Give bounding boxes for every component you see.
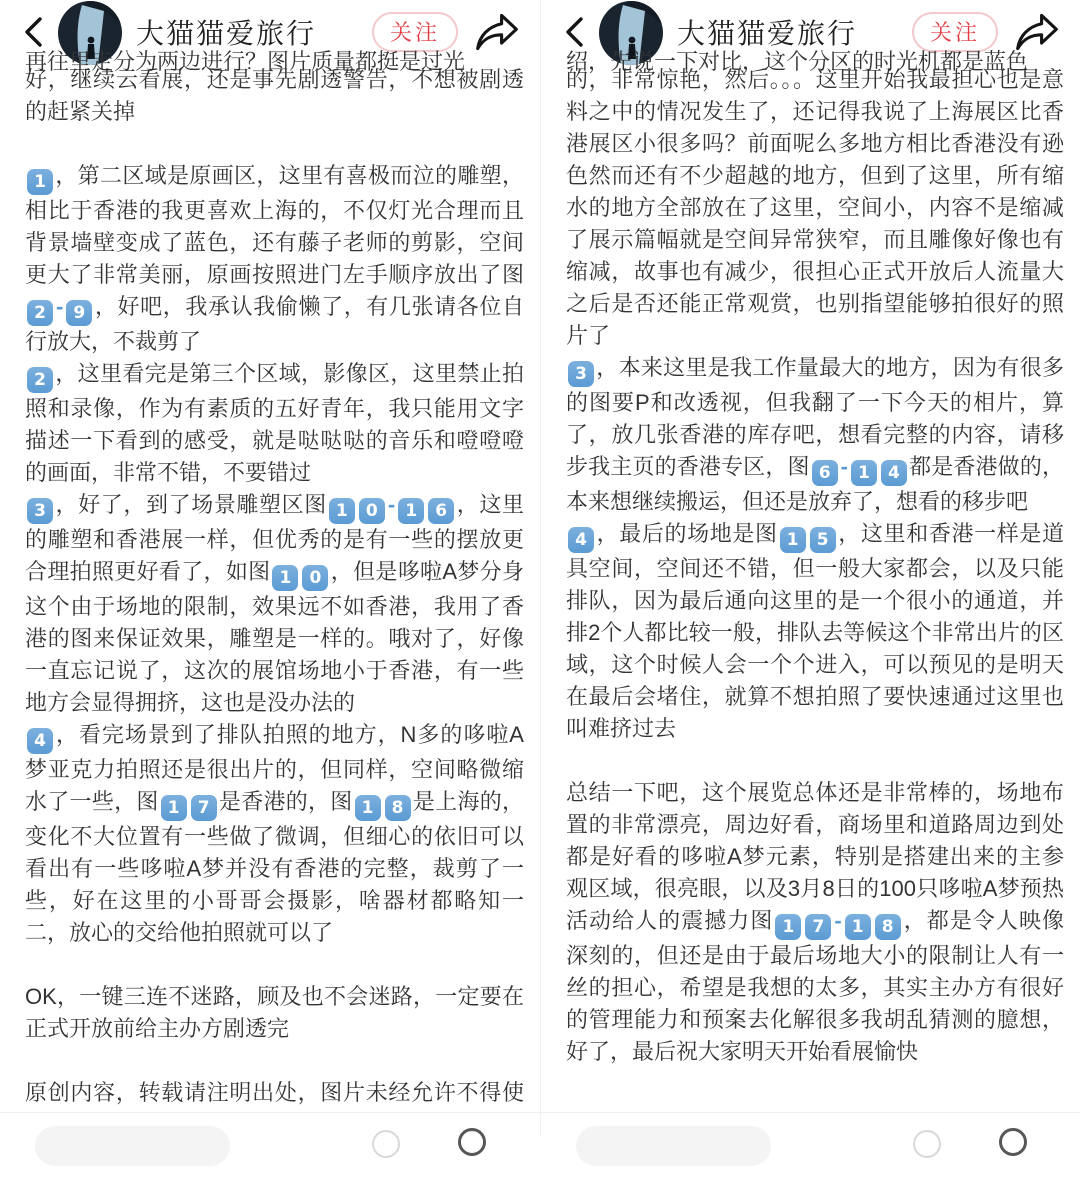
username[interactable]: 大猫猫爱旅行	[677, 18, 858, 49]
post-panel-right	[540, 0, 1080, 1136]
figure-number-badge: 9	[66, 300, 92, 326]
paragraph	[25, 64, 524, 128]
figure-number-badge: 7	[805, 914, 831, 940]
text-run: 是上海的，变化不大位置有一些做了微调，但细心的依旧可以看出有一些哆啦A梦并没有香港的完整，裁剪了一些，好在这里的小哥哥会摄影，啥器材都略知一二，放心的交给他拍照就可以了	[25, 789, 524, 945]
comment-input[interactable]	[576, 1126, 771, 1166]
text-run: 原创内容，转载请注明出处，图片未经允许不得使	[25, 1080, 524, 1105]
figure-number-badge: 2	[27, 300, 53, 326]
figure-number-badge: 6	[428, 498, 454, 524]
post-panel-left	[0, 0, 540, 1136]
figure-number-badge: 1	[775, 914, 801, 940]
at-mention-icon[interactable]	[372, 1130, 400, 1158]
follow-button[interactable]: 关注	[912, 12, 998, 52]
figure-number-badge: 4	[568, 527, 594, 553]
text-run: 好，继续云看展，还是事先剧透警告，不想被剧透的赶紧关掉	[25, 67, 524, 124]
clipped-text: 再往里走分为两边进行？图片质量都挺是过光	[25, 49, 466, 74]
share-button[interactable]	[471, 9, 523, 55]
text-run: OK，一键三连不迷路，顾及也不会迷路，一定要在正式开放前给主办方剧透完	[25, 984, 524, 1041]
text-run: ，本来这里是我工作量最大的地方，因为有很多的图要P和改透视，但我翻了一下今天的相片，算了，放几张香港的库存吧，想看完整的内容，请移步我主页的香港专区，图	[566, 355, 1064, 479]
post-body	[541, 49, 1080, 1108]
at-mention-icon[interactable]	[913, 1130, 941, 1158]
text-run: ，好了，到了场景雕塑区图	[55, 492, 327, 517]
comment-input[interactable]	[35, 1126, 230, 1166]
share-arrow-icon	[474, 11, 520, 53]
badge-range-dash: -	[834, 908, 842, 933]
paragraph	[25, 489, 524, 719]
figure-number-badge: 0	[302, 565, 328, 591]
figure-number-badge: 8	[875, 914, 901, 940]
figure-number-badge: 1	[398, 498, 424, 524]
badge-range-dash: -	[387, 492, 396, 517]
text-run: ，看完场景到了排队拍照的地方，N多的哆啦A梦亚克力拍照还是很出片的，但同样，空间略微缩水了一些，图	[25, 722, 524, 814]
paragraph	[566, 777, 1064, 1068]
text-run: ，最后的场地是图	[596, 521, 778, 546]
figure-number-badge: 1	[329, 498, 355, 524]
text-run: ，但是哆啦A梦分身这个由于场地的限制，效果远不如香港，我用了香港的图来保证效果，雕塑是一样的。哦对了，好像一直忘记说了，这次的展馆场地小于香港，有一些地方会显得拥挤，这也是没办法的	[25, 559, 524, 715]
text-run: ，这里和香港一样是道具空间，空间还不错，但一般大家都会，以及只能排队，因为最后通向这里的是一个很小的通道，并排2个人都比较一般，排队去等候这个非常出片的区域，这个时候人会一个个进入，可以预见的是明天在最后会堵住，就算不想拍照了要快速通过这里也叫难挤过去	[566, 521, 1064, 741]
paragraph	[566, 518, 1064, 745]
clipped-previous-line	[566, 46, 1064, 74]
emoji-icon[interactable]	[999, 1128, 1027, 1156]
figure-number-badge: 1	[845, 914, 871, 940]
text-run: 的，非常惊艳，然后。。。这里开始我最担心也是意料之中的情况发生了，还记得我说了上海展区比香港展区小很多吗？前面呢么多地方相比香港没有逊色然而还有不少超越的地方，但到了这里，所有缩水的地方全部放在了这里，空间小，内容不是缩减了展示篇幅就是空间异常狭窄，而且雕像好像也有缩减，故事也有减少，很担心正式开放后人流量大之后是否还能正常观赏，也别指望能够拍很好的照片了	[566, 67, 1064, 348]
text-run: 是香港的，图	[218, 789, 353, 814]
figure-number-badge: 2	[27, 367, 53, 393]
badge-range-dash: -	[56, 294, 64, 319]
figure-number-badge: 8	[385, 795, 411, 821]
figure-number-badge: 6	[812, 460, 838, 486]
paragraph	[25, 358, 524, 489]
figure-number-badge: 1	[851, 460, 877, 486]
comment-bar	[0, 1112, 540, 1136]
text-run: ，第二区域是原画区，这里有喜极而泣的雕塑，相比于香港的我更喜欢上海的，不仅灯光合理而且背景墙壁变成了蓝色，还有藤子老师的剪影，空间更大了非常美丽，原画按照进门左手顺序放出了图	[25, 163, 524, 287]
text-run: 总结一下吧，这个展览总体还是非常棒的，场地布置的非常漂亮，周边好看，商场里和道路周边到处都是好看的哆啦A梦元素，特别是搭建出来的主参观区域，很亮眼，以及3月8日的100只哆啦A梦预热活动给人的震撼力图	[566, 780, 1064, 933]
figure-number-badge: 3	[27, 498, 53, 524]
badge-range-dash: -	[840, 454, 848, 479]
paragraph	[25, 160, 524, 358]
text-run: ，这里看完是第三个区域，影像区，这里禁止拍照和录像，作为有素质的五好青年，我只能用文字描述一下看到的感受，就是哒哒哒的音乐和噔噔噔的画面，非常不错，不要错过	[25, 361, 524, 485]
chevron-left-icon	[560, 14, 590, 50]
figure-number-badge: 4	[881, 460, 907, 486]
text-run: 都是香港做的，本来想继续搬运，但还是放弃了，想看的移步吧	[566, 454, 1064, 514]
paragraph	[566, 64, 1064, 352]
post-paragraphs	[25, 64, 524, 1141]
figure-number-badge: 7	[191, 795, 217, 821]
text-run: ，都是令人映像深刻的，但还是由于最后场地大小的限制让人有一丝的担心，希望是我想的太多，其实主办方有很好的管理能力和预案去化解很多我胡乱猜测的臆想，好了，最后祝大家明天开始看展愉快	[566, 908, 1064, 1064]
figure-number-badge: 1	[161, 795, 187, 821]
text-run: ，好吧，我承认我偷懒了，有几张请各位自行放大，不裁剪了	[25, 294, 524, 354]
paragraph	[566, 352, 1064, 518]
paragraph	[25, 719, 524, 949]
clipped-text: 绍，先说一下对比，这个分区的时光机都是蓝色	[566, 49, 1029, 74]
figure-number-badge: 4	[27, 728, 53, 754]
figure-number-badge: 1	[355, 795, 381, 821]
figure-number-badge: 1	[780, 527, 806, 553]
figure-number-badge: 1	[27, 169, 53, 195]
chevron-left-icon	[19, 14, 49, 50]
follow-button[interactable]: 关注	[372, 12, 458, 52]
text-run: ，这里的雕塑和香港展一样，但优秀的是有一些的摆放更合理拍照更好看了，如图	[25, 492, 524, 584]
post-paragraphs	[566, 64, 1064, 1068]
post-body	[0, 49, 540, 1181]
emoji-icon[interactable]	[458, 1128, 486, 1156]
figure-number-badge: 1	[272, 565, 298, 591]
figure-number-badge: 3	[568, 361, 594, 387]
figure-number-badge: 0	[359, 498, 385, 524]
comment-bar	[541, 1112, 1080, 1136]
username[interactable]: 大猫猫爱旅行	[136, 18, 317, 49]
figure-number-badge: 5	[810, 527, 836, 553]
clipped-previous-line	[25, 46, 524, 74]
paragraph	[25, 981, 524, 1045]
